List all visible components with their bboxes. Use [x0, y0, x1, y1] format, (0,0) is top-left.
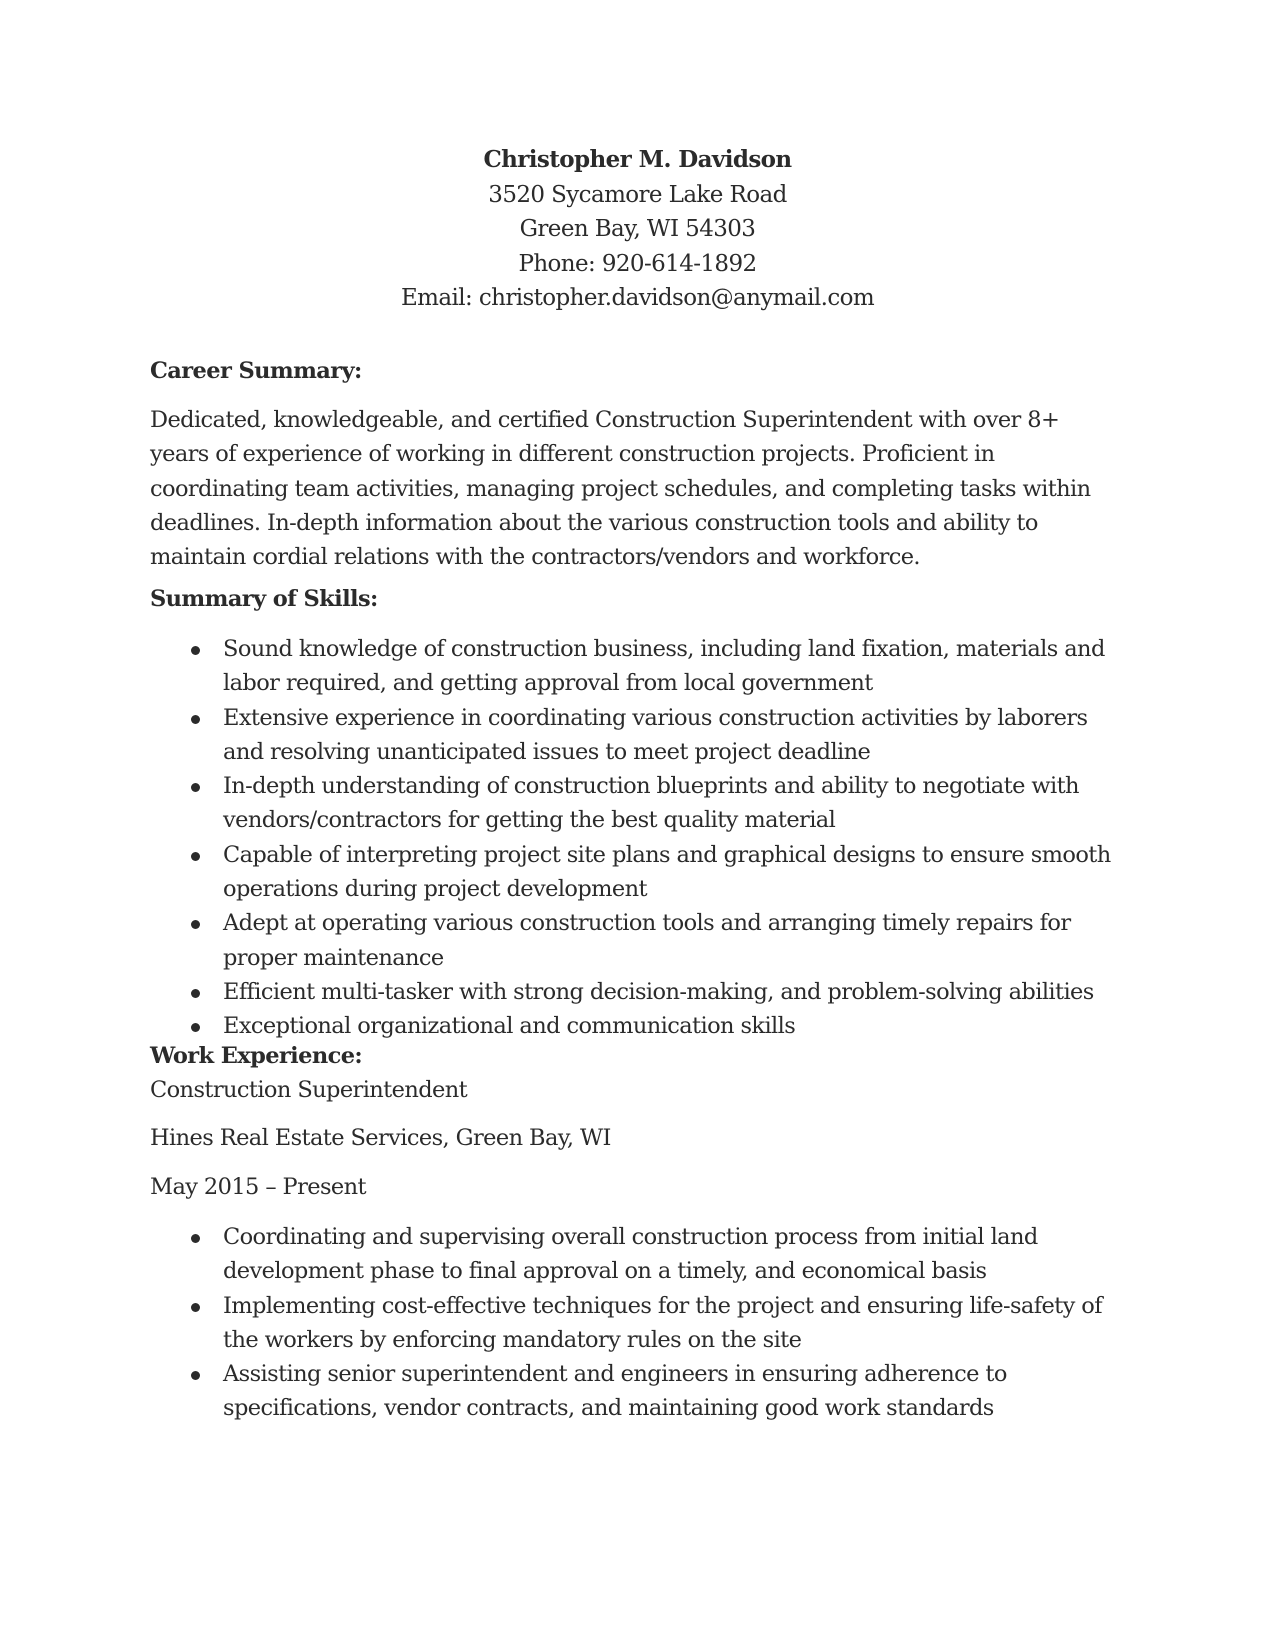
list-item-text: Implementing cost-effective techniques for the project and ensuring life-safety of: [223, 1292, 1102, 1319]
list-item-text: Assisting senior superintendent and engineers in ensuring adherence to: [223, 1361, 1007, 1388]
list-item: [150, 975, 1130, 1009]
list-item-text: Efficient multi-tasker with strong decision-making, and problem-solving abilities: [223, 978, 1094, 1005]
bullet-icon: [191, 852, 200, 861]
summary-line: coordinating team activities, managing project schedules, and completing tasks within: [150, 475, 1091, 502]
list-item: [150, 838, 1130, 907]
bullet-icon: [191, 989, 200, 998]
list-item-text: vendors/contractors for getting the best quality material: [223, 807, 836, 834]
bullet-icon: [191, 715, 200, 724]
bullet-icon: [191, 783, 200, 792]
summary-line: deadlines. In-depth information about the various construction tools and ability to: [150, 509, 1038, 536]
address-street: 3520 Sycamore Lake Road: [488, 181, 787, 208]
bullet-icon: [191, 1371, 200, 1380]
skills-heading: Summary of Skills:: [150, 586, 378, 612]
responsibilities-list: [150, 1220, 1130, 1426]
bullet-icon: [191, 1303, 200, 1312]
career-summary-heading: Career Summary:: [150, 358, 362, 384]
company-location: Hines Real Estate Services, Green Bay, WI: [150, 1125, 611, 1151]
dates-block: [150, 1170, 1130, 1204]
list-item-text: proper maintenance: [223, 944, 444, 971]
list-item-text: Adept at operating various construction tools and arranging timely repairs for: [223, 910, 1071, 937]
work-experience-section: [150, 1039, 1130, 1108]
bullet-icon: [191, 1023, 200, 1032]
list-item-text: operations during project development: [223, 876, 647, 903]
bullet-icon: [191, 646, 200, 655]
list-item: [150, 769, 1130, 838]
address-city: Green Bay, WI 54303: [519, 216, 756, 242]
employment-dates: May 2015 – Present: [150, 1174, 366, 1200]
contact-header: [0, 143, 1275, 316]
list-item-text: the workers by enforcing mandatory rules on the site: [223, 1326, 802, 1353]
list-item-text: and resolving unanticipated issues to meet project deadline: [223, 738, 871, 765]
list-item-text: Capable of interpreting project site plans and graphical designs to ensure smooth: [223, 841, 1111, 868]
list-item-text: In-depth understanding of construction blueprints and ability to negotiate with: [223, 773, 1079, 800]
list-item: [150, 1220, 1130, 1289]
list-item: [150, 1289, 1130, 1358]
list-item: [150, 632, 1130, 701]
work-experience-heading: Work Experience:: [150, 1043, 363, 1069]
company-block: [150, 1121, 1130, 1155]
bullet-icon: [191, 920, 200, 929]
list-item: [150, 1357, 1130, 1426]
summary-line: years of experience of working in different construction projects. Proficient in: [150, 441, 995, 468]
summary-line: Dedicated, knowledgeable, and certified Construction Superintendent with over 8+: [150, 407, 1060, 433]
phone-number: Phone: 920-614-1892: [518, 250, 757, 277]
career-summary-section: [150, 354, 1130, 388]
list-item: [150, 701, 1130, 770]
list-item-text: Coordinating and supervising overall construction process from initial land: [223, 1224, 1038, 1250]
list-item-text: specifications, vendor contracts, and maintaining good work standards: [223, 1395, 994, 1422]
skills-section: [150, 582, 1130, 616]
list-item: [150, 906, 1130, 975]
career-summary-paragraph: [150, 403, 1130, 574]
skills-list-container: [150, 632, 1130, 1044]
list-item-text: Exceptional organizational and communication skills: [223, 1013, 796, 1040]
bullet-icon: [191, 1234, 200, 1243]
skills-list: [150, 632, 1130, 1044]
email-address: Email: christopher.davidson@anymail.com: [400, 285, 875, 311]
job-title: Construction Superintendent: [150, 1077, 468, 1104]
list-item-text: Extensive experience in coordinating various construction activities by laborers: [223, 704, 1088, 731]
list-item-text: development phase to final approval on a timely, and economical basis: [223, 1258, 987, 1285]
candidate-name: Christopher M. Davidson: [483, 146, 792, 173]
summary-line: maintain cordial relations with the contractors/vendors and workforce.: [150, 544, 920, 571]
responsibilities-container: [150, 1220, 1130, 1426]
list-item-text: Sound knowledge of construction business, including land fixation, materials and: [223, 636, 1105, 662]
list-item-text: labor required, and getting approval from local government: [223, 670, 873, 697]
